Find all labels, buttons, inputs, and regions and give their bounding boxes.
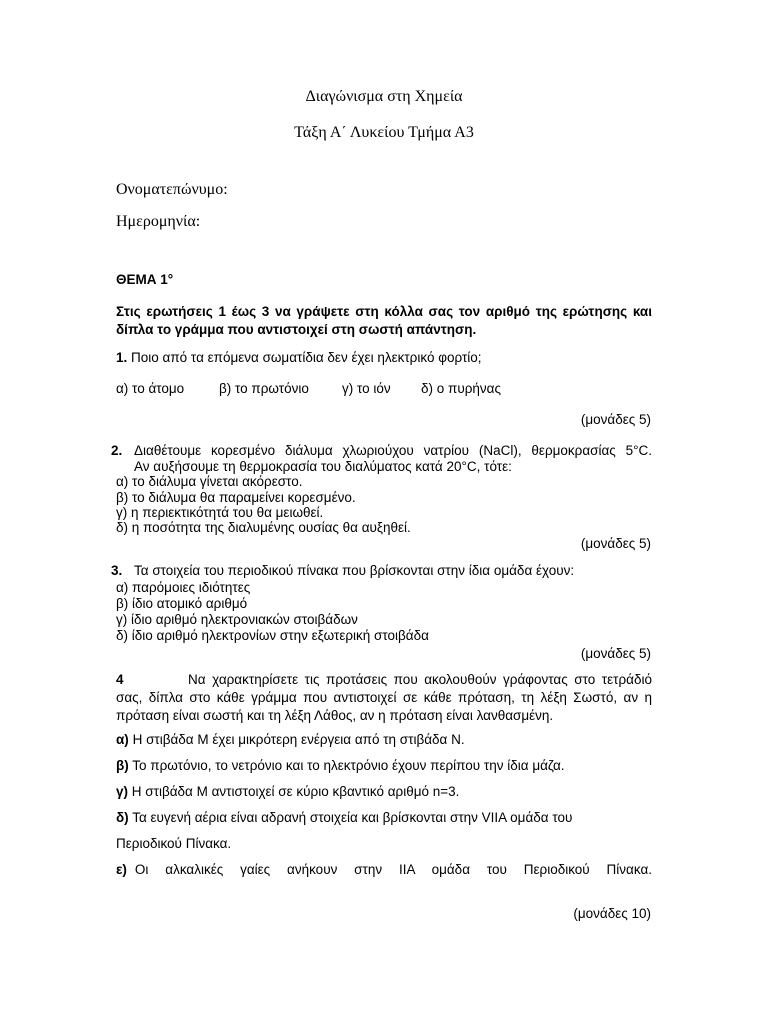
exam-title: Διαγώνισμα στη Χημεία bbox=[305, 88, 463, 105]
statement-e bbox=[116, 862, 652, 877]
statement-b bbox=[116, 758, 565, 773]
q2-option-b: β) το διάλυμα θα παραμείνει κορεσμένο. bbox=[116, 490, 356, 505]
statement-d-continuation: Περιοδικού Πίνακα. bbox=[116, 836, 232, 851]
class-line: Τάξη Α΄ Λυκείου Τμήμα Α3 bbox=[294, 124, 474, 141]
q3-text: Τα στοιχεία του περιοδικού πίνακα που βρίσκονται στην ίδια ομάδα έχουν: bbox=[134, 563, 575, 578]
q2-line-1: Διαθέτουμε κορεσμένο διάλυμα χλωριούχου νατρίου (NaCl), θερμοκρασίας 5°C. bbox=[134, 443, 652, 458]
statement-text: Τα ευγενή αέρια είναι αδρανή στοιχεία και βρίσκονται στην VIIA ομάδα του bbox=[132, 810, 573, 825]
name-label: Ονοματεπώνυμο: bbox=[116, 181, 228, 198]
statement-a bbox=[116, 732, 465, 747]
statement-letter: δ) bbox=[116, 810, 129, 825]
date-label: Ημερομηνία: bbox=[116, 213, 201, 230]
statement-text: Η στιβάδα Μ αντιστοιχεί σε κύριο κβαντικό αριθμό n=3. bbox=[131, 784, 460, 799]
q1-points: (μονάδες 5) bbox=[580, 412, 651, 427]
q1-option-a: α) το άτομο bbox=[116, 381, 185, 396]
q3-points: (μονάδες 5) bbox=[580, 646, 651, 661]
instructions-line-2: δίπλα το γράμμα που αντιστοιχεί στη σωστή απάντηση. bbox=[116, 322, 477, 337]
q4-points: (μονάδες 10) bbox=[573, 906, 651, 921]
statement-text: Οι αλκαλικές γαίες ανήκουν στην IIA ομάδα του Περιοδικού Πίνακα. bbox=[134, 862, 652, 877]
question-text: Ποιο από τα επόμενα σωματίδια δεν έχει ηλεκτρικό φορτίο; bbox=[131, 350, 482, 365]
q4-line-1: Να χαρακτηρίσετε τις προτάσεις που ακολουθούν γράφοντας στο τετράδιό bbox=[188, 672, 652, 687]
q3-option-c: γ) ίδιο αριθμό ηλεκτρονιακών στοιβάδων bbox=[116, 612, 358, 627]
q4-line-2: σας, δίπλα στο κάθε γράμμα που αντιστοιχεί σε κάθε πρόταση, τη λέξη Σωστό, αν η bbox=[116, 690, 652, 705]
q2-option-a: α) το διάλυμα γίνεται ακόρεστο. bbox=[116, 474, 303, 489]
q2-option-d: δ) η ποσότητα της διαλυμένης ουσίας θα αυξηθεί. bbox=[116, 520, 411, 535]
q1-option-b: β) το πρωτόνιο bbox=[219, 381, 309, 396]
statement-letter: β) bbox=[116, 758, 129, 773]
theme-heading: ΘΕΜΑ 1° bbox=[116, 272, 174, 287]
q2-points: (μονάδες 5) bbox=[580, 536, 651, 551]
instructions-line-1: Στις ερωτήσεις 1 έως 3 να γράψετε στη κόλλα σας τον αριθμό της ερώτησης και bbox=[116, 304, 652, 319]
q3-option-a: α) παρόμοιες ιδιότητες bbox=[116, 580, 251, 595]
q2-option-c: γ) η περιεκτικότητά του θα μειωθεί. bbox=[116, 505, 324, 520]
q2-line-2: Αν αυξήσουμε τη θερμοκρασία του διαλύματος κατά 20°C, τότε: bbox=[134, 459, 512, 474]
q3-option-b: β) ίδιο ατομικό αριθμό bbox=[116, 596, 248, 611]
q2-number: 2. bbox=[111, 443, 123, 458]
question-1 bbox=[116, 350, 482, 365]
statement-letter: α) bbox=[116, 732, 129, 747]
statement-letter: ε) bbox=[116, 862, 127, 877]
q3-option-d: δ) ίδιο αριθμό ηλεκτρονίων στην εξωτερική στοιβάδα bbox=[116, 628, 429, 643]
statement-d bbox=[116, 810, 572, 825]
statement-text: Το πρωτόνιο, το νετρόνιο και το ηλεκτρόνιο έχουν περίπου την ίδια μάζα. bbox=[132, 758, 565, 773]
q1-option-c: γ) το ιόν bbox=[342, 381, 391, 396]
q4-number: 4 bbox=[116, 672, 124, 687]
statement-letter: γ) bbox=[116, 784, 129, 799]
statement-c bbox=[116, 784, 459, 799]
statement-text: Η στιβάδα Μ έχει μικρότερη ενέργεια από τη στιβάδα Ν. bbox=[132, 732, 465, 747]
q1-option-d: δ) ο πυρήνας bbox=[421, 381, 501, 396]
q3-number: 3. bbox=[111, 563, 123, 578]
question-number: 1. bbox=[116, 350, 128, 365]
q4-line-3: πρόταση είναι σωστή και τη λέξη Λάθος, αν η πρόταση είναι λανθασμένη. bbox=[116, 708, 554, 723]
